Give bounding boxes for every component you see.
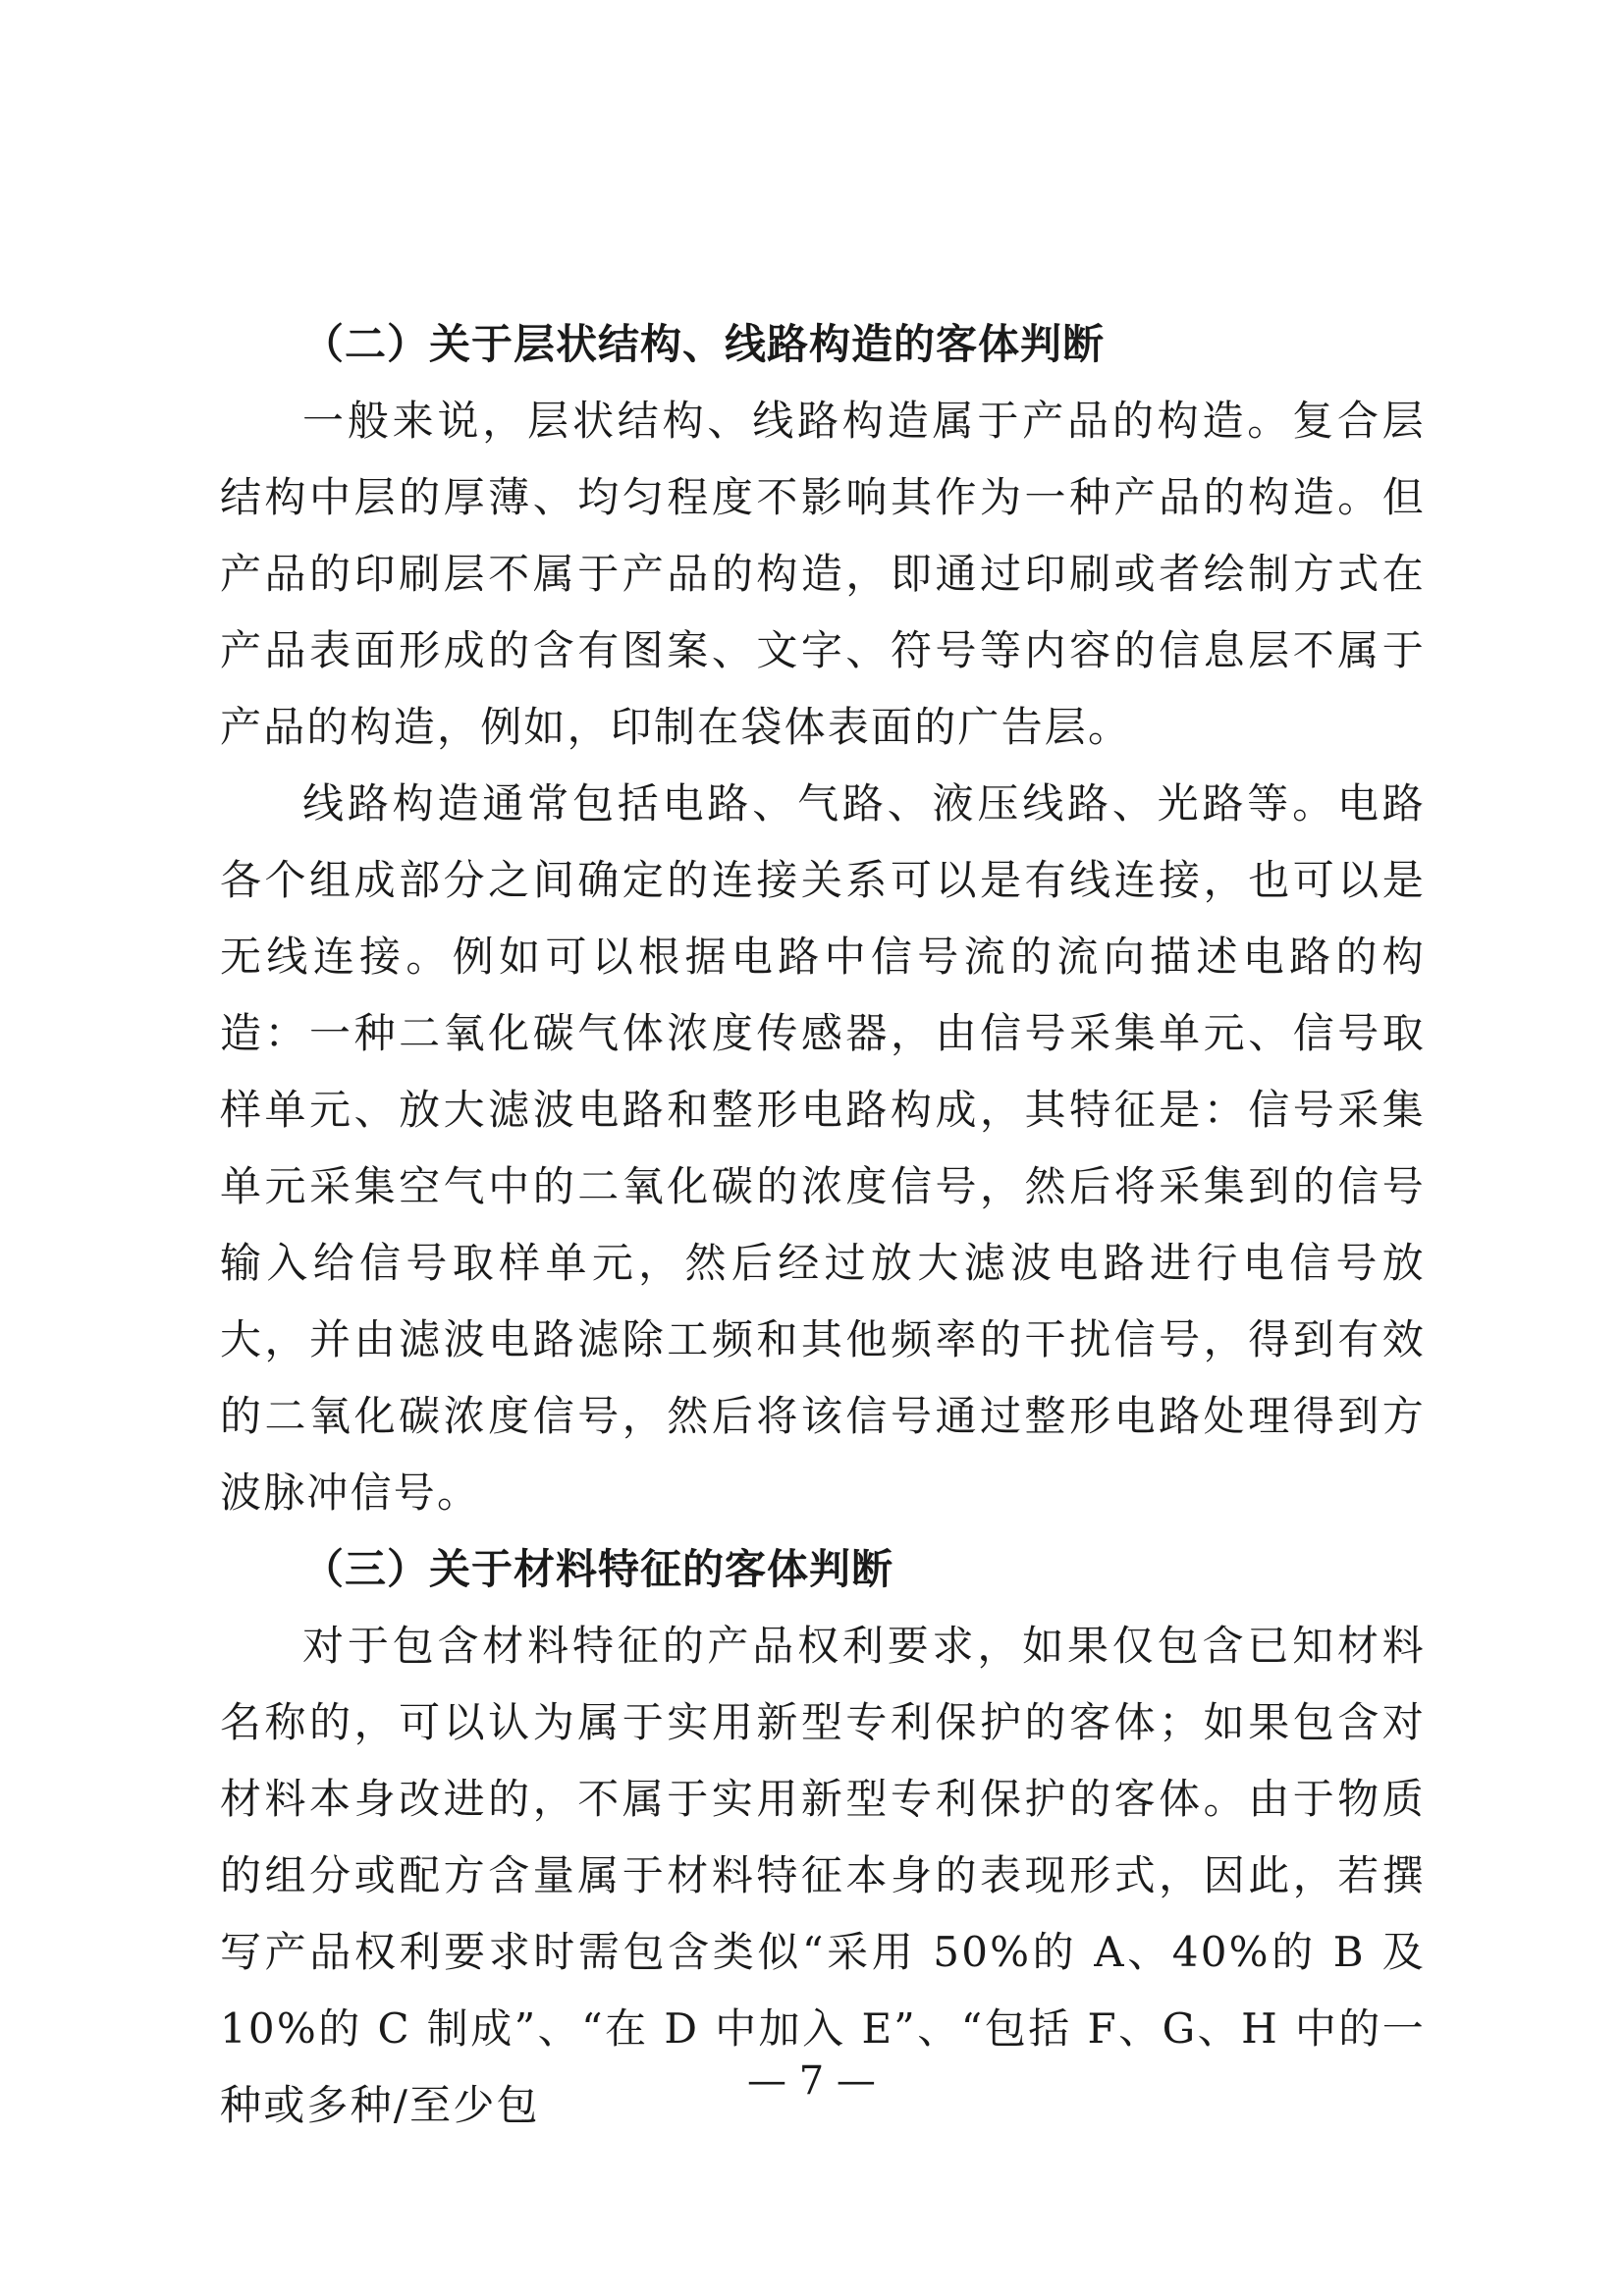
page-number: — 7 —: [747, 2058, 876, 2104]
paragraph-layer-structure: 一般来说，层状结构、线路构造属于产品的构造。复合层结构中层的厚薄、均匀程度不影响其作为一种产品的构造。但产品的印刷层不属于产品的构造，即通过印刷或者绘制方式在产品表面形成的含有图案、文字、符号等内容的信息层不属于产品的构造，例如，印制在袋体表面的广告层。: [220, 397, 1426, 751]
section-heading-3: （三）关于材料特征的客体判断: [302, 1545, 894, 1593]
section-heading-2: （二）关于层状结构、线路构造的客体判断: [302, 320, 1106, 368]
paragraph-circuit-structure: 线路构造通常包括电路、气路、液压线路、光路等。电路各个组成部分之间确定的连接关系可以是有线连接，也可以是无线连接。例如可以根据电路中信号流的流向描述电路的构造：一种二氧化碳气体浓度传感器，由信号采集单元、信号取样单元、放大滤波电路和整形电路构成，其特征是：信号采集单元采集空气中的二氧化碳的浓度信号，然后将采集到的信号输入给信号取样单元，然后经过放大滤波电路进行电信号放大，并由滤波电路滤除工频和其他频率的干扰信号，得到有效的二氧化碳浓度信号，然后将该信号通过整形电路处理得到方波脉冲信号。: [220, 779, 1426, 1517]
paragraph-material-features: 对于包含材料特征的产品权利要求，如果仅包含已知材料名称的，可以认为属于实用新型专利保护的客体；如果包含对材料本身改进的，不属于实用新型专利保护的客体。由于物质的组分或配方含量属于材料特征本身的表现形式，因此，若撰写产品权利要求时需包含类似“采用 50%的 A、40%的 B 及 10%的 C 制成”、“在 D 中加入 E”、“包括 F、G、H 中的一种或多种/至少包: [220, 1622, 1426, 2129]
document-body: [220, 306, 1426, 2144]
